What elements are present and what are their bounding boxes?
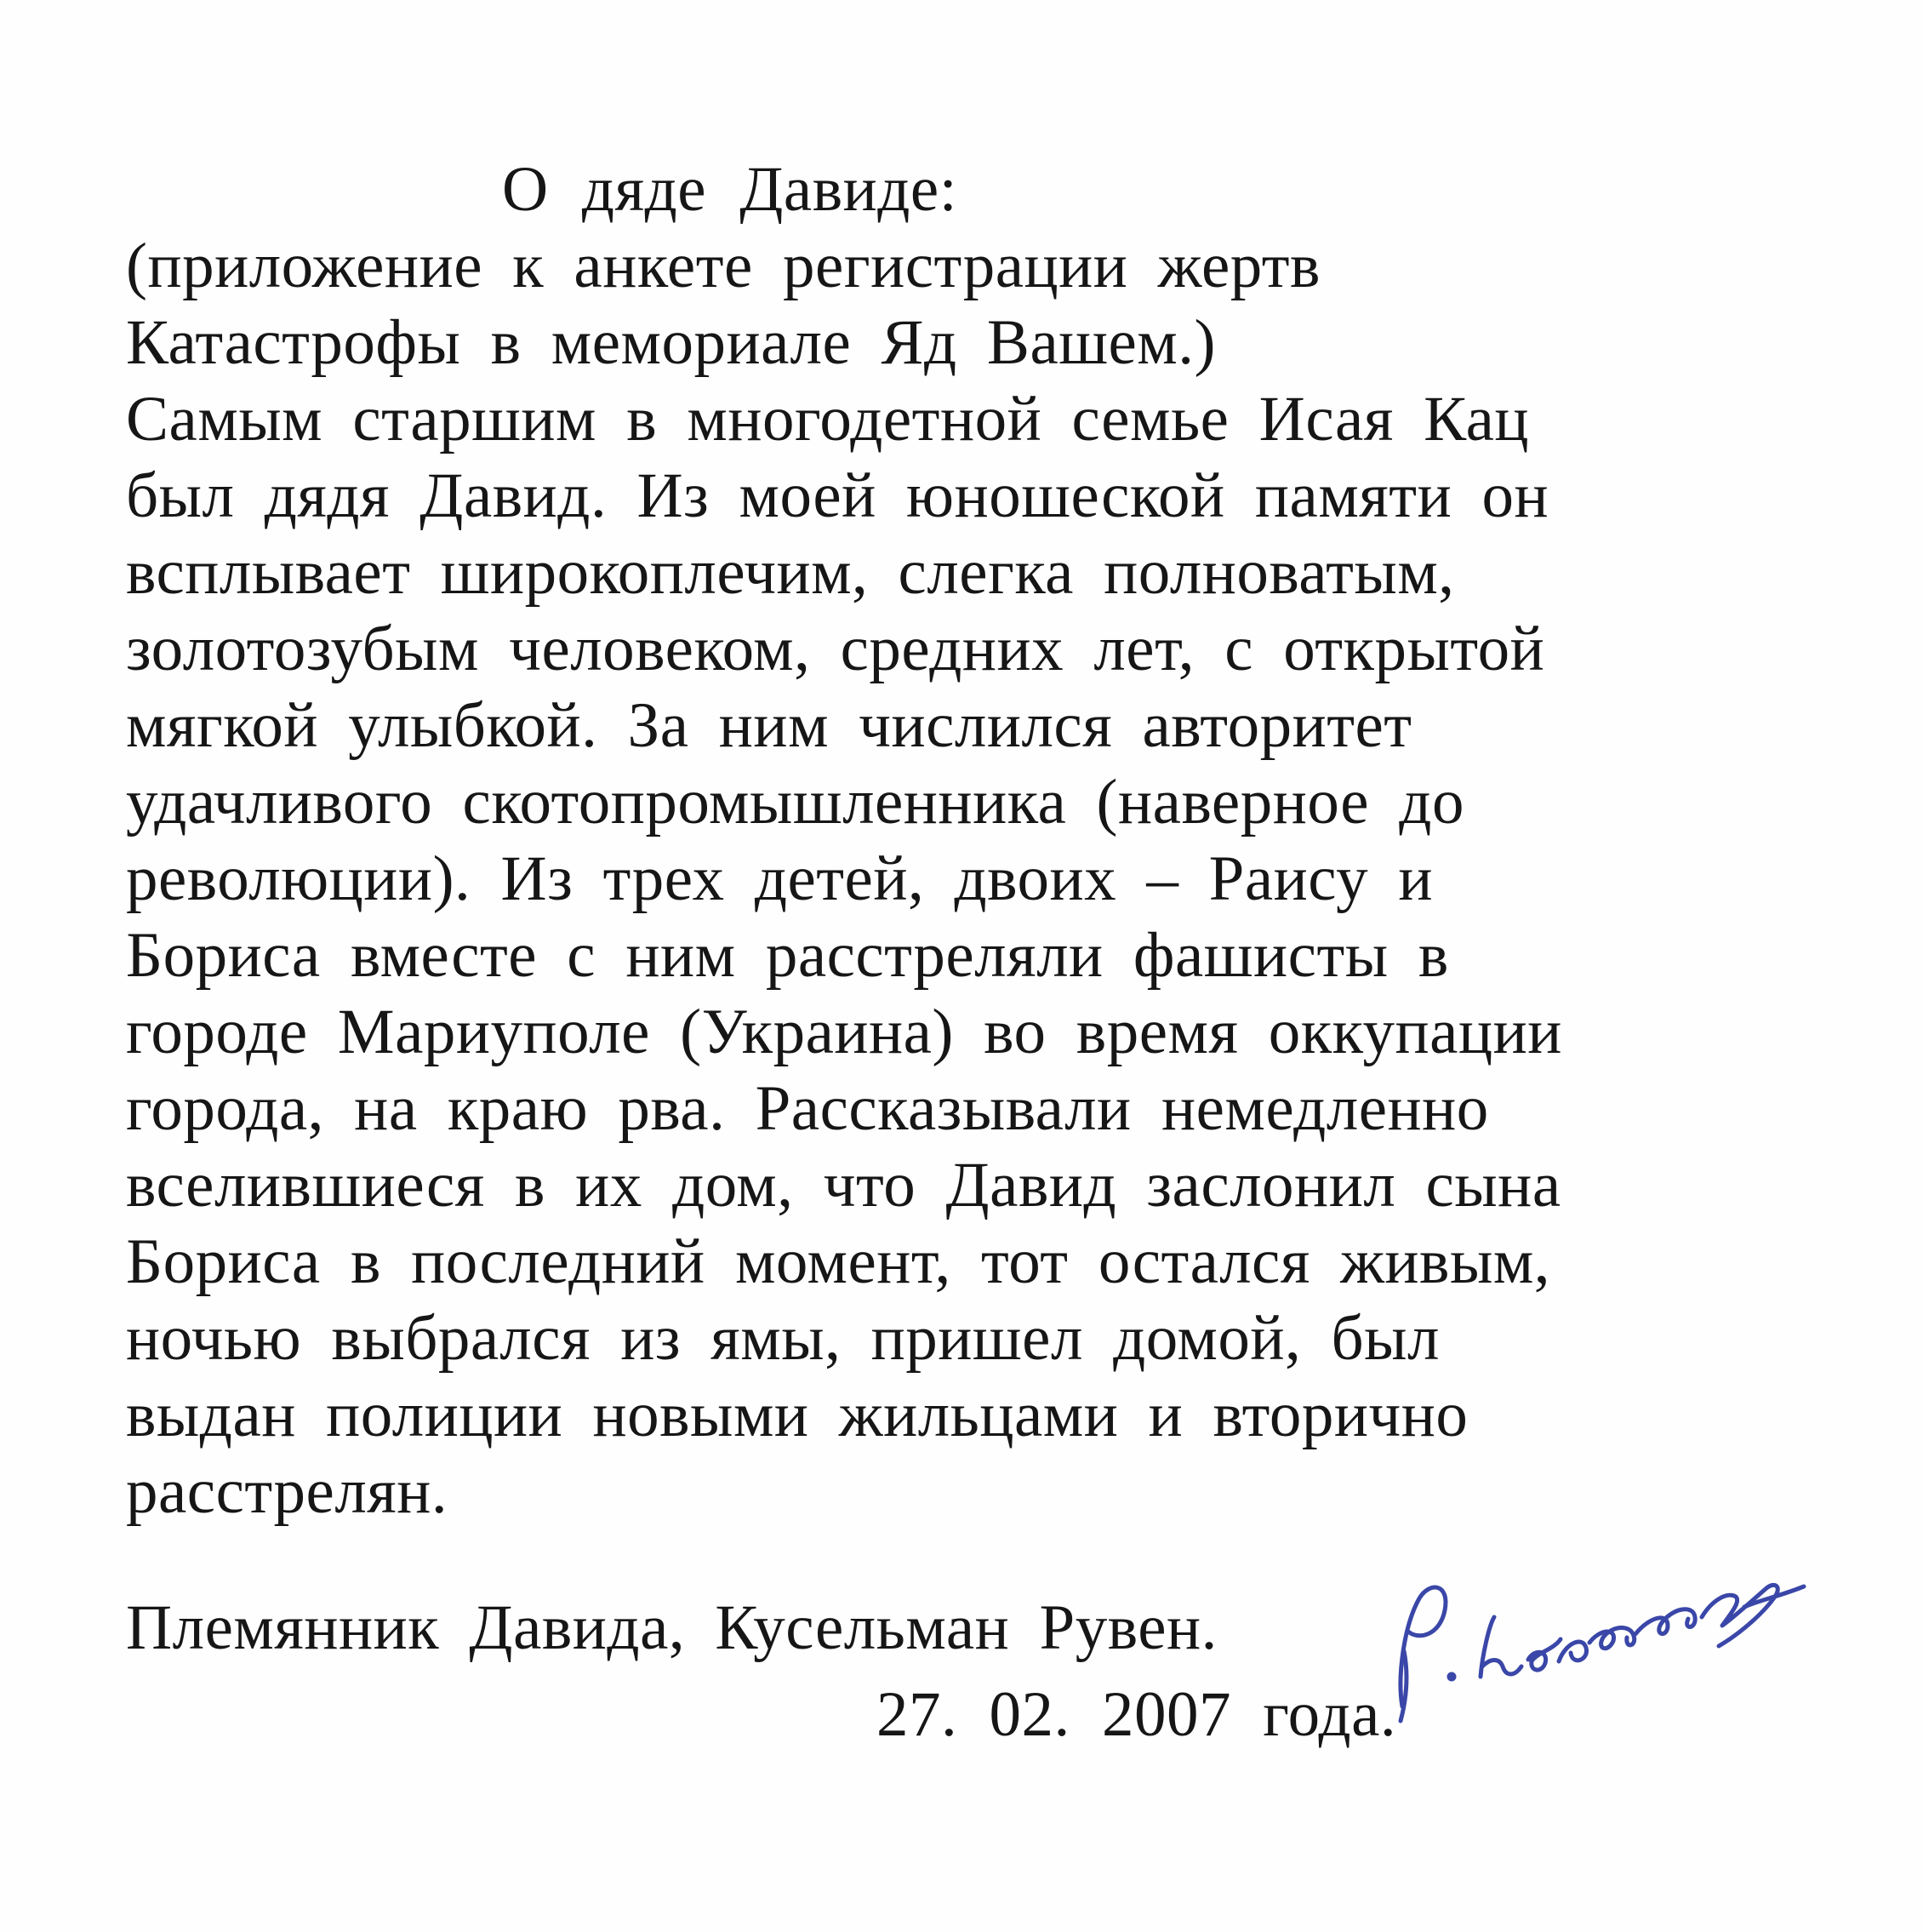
body-line-11: городе Мариуполе (Украина) во время оккупации bbox=[126, 997, 1562, 1067]
body-line-7: мягкой улыбкой. За ним числился авторитет bbox=[126, 690, 1412, 761]
body-line-1: (приложение к анкете регистрации жертв bbox=[126, 231, 1321, 301]
body-line-6: золотозубым человеком, средних лет, с открытой bbox=[126, 614, 1545, 684]
body-line-8: удачливого скотопромышленника (наверное до bbox=[126, 767, 1464, 837]
author-line: Племянник Давида, Кусельман Рувен. bbox=[126, 1592, 1218, 1663]
body-line-17: расстрелян. bbox=[126, 1456, 448, 1527]
body-line-16: выдан полиции новыми жильцами и вторично bbox=[126, 1380, 1469, 1450]
body-line-2: Катастрофы в мемориале Яд Вашем.) bbox=[126, 307, 1216, 378]
body-line-15: ночью выбрался из ямы, пришел домой, был bbox=[126, 1303, 1440, 1374]
body-line-3: Самым старшим в многодетной семье Исая Кац bbox=[126, 384, 1530, 454]
body-line-14: Бориса в последний момент, тот остался живым, bbox=[126, 1226, 1551, 1297]
body-line-4: был дядя Давид. Из моей юношеской памяти он bbox=[126, 460, 1549, 531]
handwritten-signature bbox=[1378, 1558, 1821, 1728]
body-line-10: Бориса вместе с ним расстреляли фашисты в bbox=[126, 920, 1449, 991]
body-line-12: города, на краю рва. Рассказывали немедленно bbox=[126, 1073, 1489, 1144]
document-date: 27. 02. 2007 года. bbox=[876, 1679, 1397, 1750]
body-line-5: всплывает широкоплечим, слегка полноватым, bbox=[126, 537, 1455, 608]
body-line-13: вселившиеся в их дом, что Давид заслонил сына bbox=[126, 1150, 1561, 1220]
body-line-9: революции). Из трех детей, двоих – Раису и bbox=[126, 843, 1433, 914]
document-title: О дяде Давиде: bbox=[502, 154, 958, 225]
